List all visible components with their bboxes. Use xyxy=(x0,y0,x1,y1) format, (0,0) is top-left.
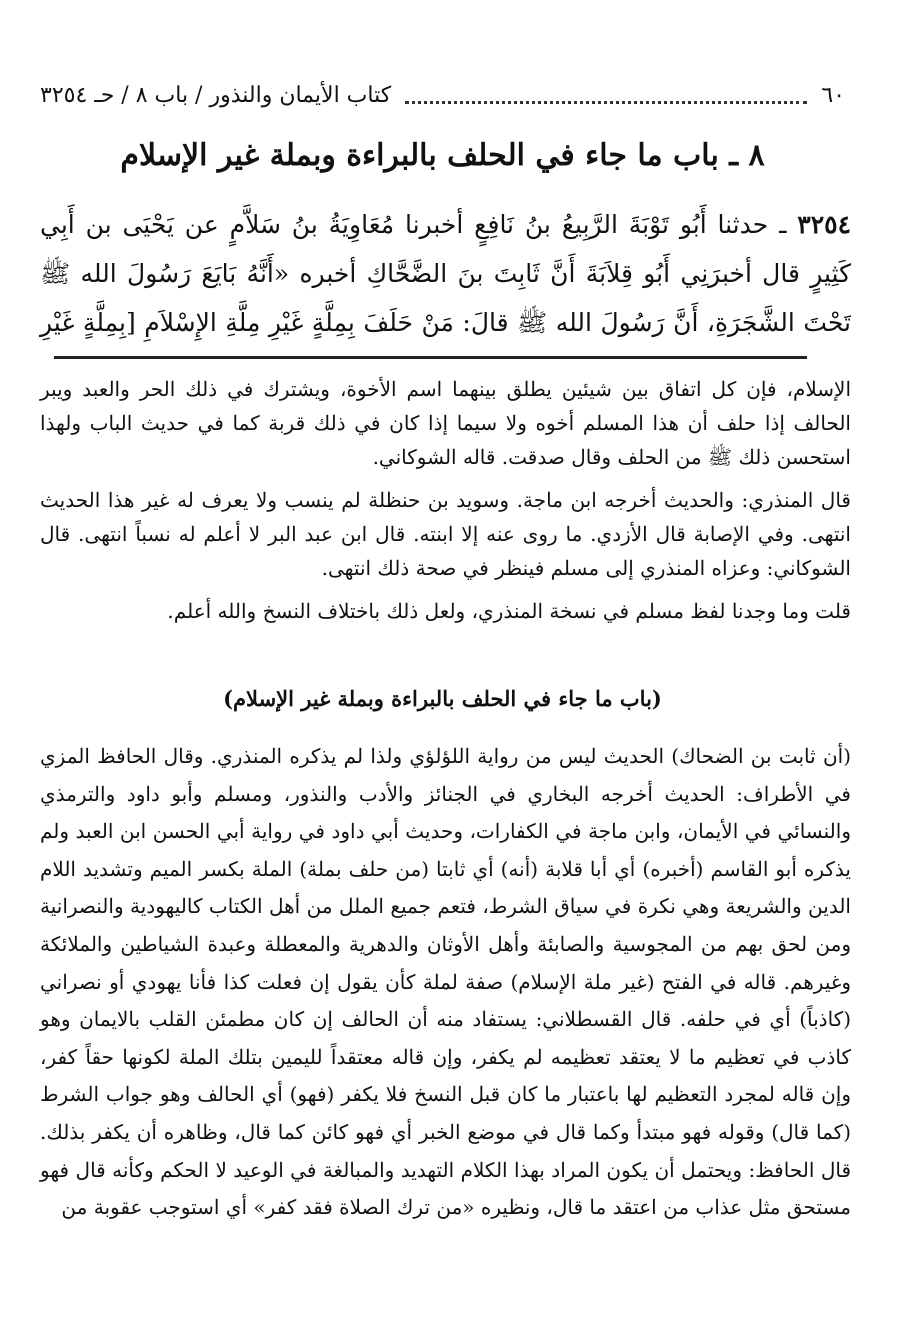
page-header xyxy=(40,78,845,112)
footnote-paragraph: الإسلام، فإن كل اتفاق بين شيئين يطلق بينهما اسم الأخوة، ويشترك في ذلك الحر والعبد ويبر الحالف إذا حلف أن هذا المسلم أخوه ولا سيما إذا كان في ذلك قربة كما في حديث الباب ولهذا استحسن ذلك ﷺ من الحلف وقال صدقت. قاله الشوكاني. xyxy=(40,377,852,469)
running-title: كتاب الأيمان والنذور / باب ٨ / حـ ٣٢٥٤ xyxy=(40,82,392,108)
footnote-paragraph: قال المنذري: والحديث أخرجه ابن ماجة. وسويد بن حنظلة لم ينسب ولا يعرف له غير هذا الحديث انتهى. وفي الإصابة قال الأزدي. ما روى عنه إلا ابنته. قال ابن عبد البر لا أعلم له نسباً انتهى. قال الشوكاني: وعزاه المنذري إلى مسلم فينظر في صحة ذلك انتهى. xyxy=(40,488,851,580)
commentary-title: (باب ما جاء في الحلف بالبراءة وبملة غير الإسلام) xyxy=(223,686,662,711)
hadith-text: ـ حدثنا أَبُو تَوْبَةَ الرَّبِيعُ بنُ نَافِعٍ أخبرنا مُعَاوِيَةُ بنُ سَلاَّمٍ عن يَحْيَى بن أَبِي كَثِيرٍ قال أخبرَنِي أَبُو قِلاَبَةَ أَنَّ ثَابِتَ بنَ الضَّحَّاكِ أخبره «أَنَّهُ بَايَعَ رَسُولَ الله ﷺ تَحْتَ الشَّجَرَةِ، أَنَّ رَسُولَ الله ﷺ قالَ: مَنْ حَلَفَ بِمِلَّةٍ غَيْرِ مِلَّةِ الإِسْلاَمِ [بِمِلَّةٍ غَيْرِ xyxy=(40,210,851,337)
footnotes-block xyxy=(40,372,851,628)
footnote-paragraph: قلت وما وجدنا لفظ مسلم في نسخة المنذري، ولعل ذلك باختلاف النسخ والله أعلم. xyxy=(167,599,851,623)
hadith-number: ٣٢٥٤ xyxy=(797,210,851,239)
commentary-block xyxy=(40,738,851,1227)
hadith-text-block xyxy=(40,200,851,347)
page-number: ٦٠ xyxy=(821,82,845,108)
chapter-title: ٨ ـ باب ما جاء في الحلف بالبراءة وبملة غير الإسلام xyxy=(120,138,765,173)
header-dot-leader xyxy=(405,87,807,104)
footnote-separator xyxy=(54,356,807,359)
commentary-paragraph: (أن ثابت بن الضحاك) الحديث ليس من رواية اللؤلؤي ولذا لم يذكره المنذري. وقال الحافظ المزي في الأطراف: الحديث أخرجه البخاري في الجنائز والأدب والنذور، ومسلم وأبو داود والترمذي والنسائي في الأيمان، وابن ماجة في الكفارات، وحديث أبي داود في رواية أبي الحسن ابن العبد ولم يذكره أبو القاسم (أخبره) أي أبا قلابة (أنه) أي ثابتا (من حلف بملة) الملة بكسر الميم وتشديد اللام الدين والشريعة وهي نكرة في سياق الشرط، فتعم جميع الملل من أهل الكتاب كاليهودية والنصرانية ومن لحق بهم من المجوسية والصابئة وأهل الأوثان والدهرية والمعطلة وعبدة الشياطين والملائكة وغيرهم. قاله في الفتح (غير ملة الإسلام) صفة لملة كأن يقول إن فعلت كذا فأنا يهودي أو نصراني (كاذباً) أي في حلفه. قال القسطلاني: يستفاد منه أن الحالف إن كان مطمئن القلب بالايمان وهو كاذب في تعظيم ما لا يعتقد تعظيمه لم يكفر، وإن قاله معتقداً لليمين بتلك الملة لكونها حقاً كفر، وإن قاله لمجرد التعظيم لها باعتبار ما كان قبل النسخ فلا يكفر (فهو) أي الحالف وهو جواب الشرط (كما قال) وقوله فهو مبتدأ وكما قال في موضع الخبر أي فهو كائن كما قال، وظاهره أن يكفر بذلك. قال الحافظ: ويحتمل أن يكون المراد بهذا الكلام التهديد والمبالغة في الوعيد لا الحكم وكأنه قال فهو مستحق مثل عذاب من اعتقد ما قال، ونظيره «من ترك الصلاة فقد كفر» أي استوجب عقوبة من xyxy=(40,744,851,1220)
